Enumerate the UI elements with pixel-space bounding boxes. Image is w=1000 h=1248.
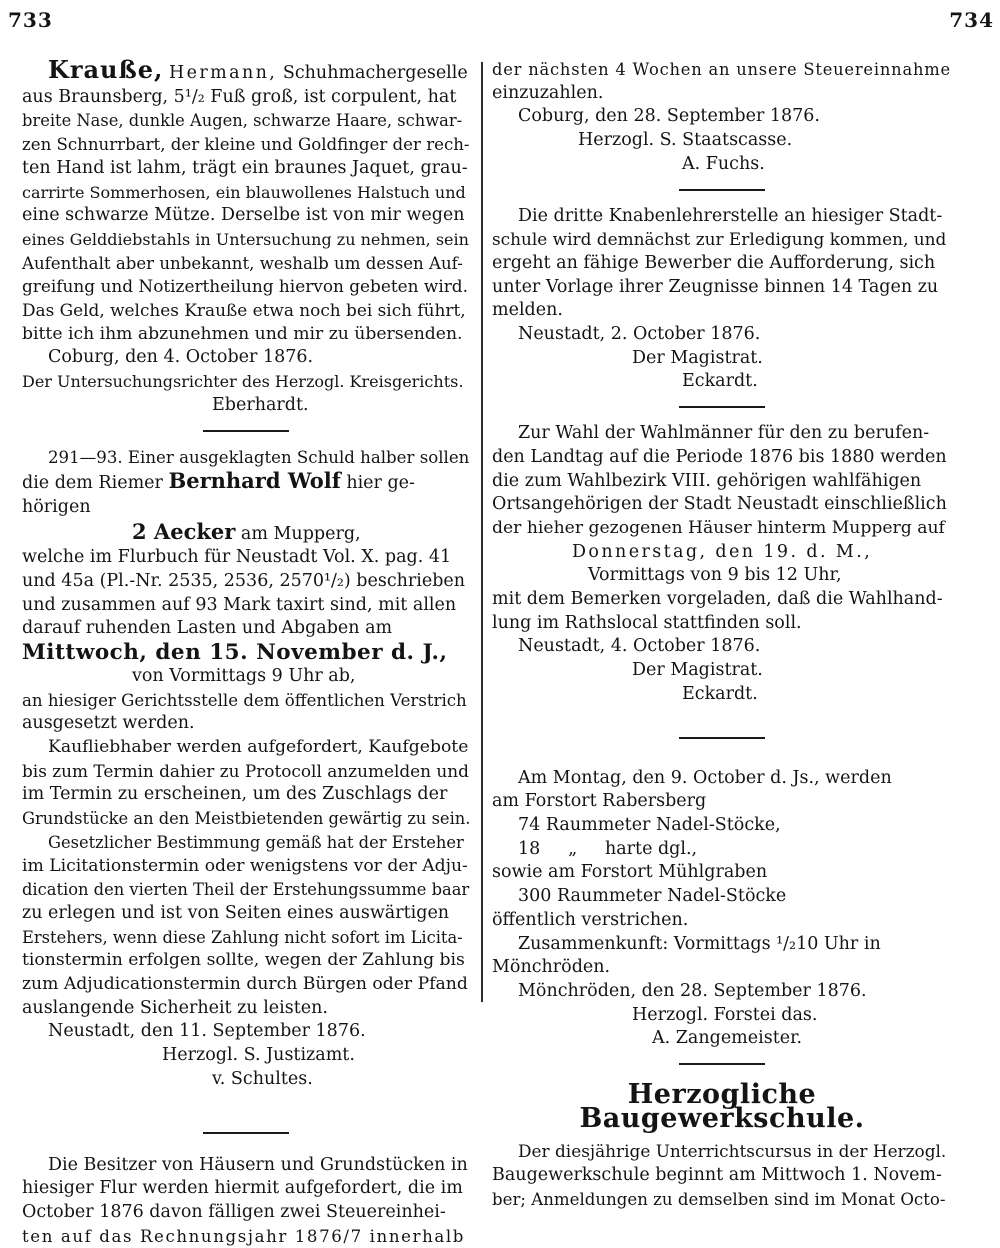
notice-date: Neustadt, den 11. September 1876. bbox=[48, 1021, 366, 1042]
text-line: Ortsangehörigen der Stadt Neustadt einschließlich bbox=[492, 494, 947, 515]
notice-office: Der Untersuchungsrichter des Herzogl. Kreisgerichts. bbox=[22, 372, 464, 392]
notice-office: Herzogl. Forstei das. bbox=[632, 1004, 818, 1025]
text-span: die dem Riemer bbox=[22, 473, 163, 494]
text-line: melden. bbox=[492, 300, 563, 321]
text-line: hiesiger Flur werden hiermit aufgefordert, die im bbox=[22, 1178, 463, 1199]
text-line: sowie am Forstort Mühlgraben bbox=[492, 862, 768, 883]
text-line: und 45a (Pl.-Nr. 2535, 2536, 2570¹/₂) beschrieben bbox=[22, 571, 466, 592]
text-line: greifung und Notizertheilung hiervon gebeten wird. bbox=[22, 276, 468, 297]
notice-date: Coburg, den 28. September 1876. bbox=[518, 106, 820, 127]
text-line: 291—93. Einer ausgeklagten Schuld halber sollen bbox=[48, 447, 470, 467]
notice-signer: Eckardt. bbox=[682, 371, 758, 392]
text-line: ten Hand ist lahm, trägt ein braunes Jaquet, grau- bbox=[22, 157, 468, 178]
notice-signer: Eckardt. bbox=[682, 683, 758, 704]
notice-first-line bbox=[22, 55, 470, 86]
notice-signer: A. Fuchs. bbox=[682, 153, 765, 174]
text-line: welche im Flurbuch für Neustadt Vol. X. pag. 41 bbox=[22, 547, 452, 568]
right-column bbox=[492, 58, 952, 1212]
notice-auction bbox=[22, 446, 470, 1092]
text-line: Gesetzlicher Bestimmung gemäß hat der Ersteher bbox=[48, 832, 464, 852]
text-line: an hiesiger Gerichtsstelle dem öffentlichen Verstrich bbox=[22, 690, 467, 710]
separator-rule bbox=[203, 1132, 289, 1134]
text-line: der hieher gezogenen Häuser hinterm Mupperg auf bbox=[492, 517, 945, 538]
text-line: am Forstort Rabersberg bbox=[492, 791, 707, 812]
text-line: unter Vorlage ihrer Zeugnisse binnen 14 Tagen zu bbox=[492, 276, 939, 297]
text-line: Vormittags von 9 bis 12 Uhr, bbox=[588, 565, 842, 586]
separator-rule bbox=[203, 430, 289, 432]
text-line: 300 Raummeter Nadel-Stöcke bbox=[518, 886, 787, 907]
wanted-name: Krauße, bbox=[48, 55, 164, 84]
separator-rule bbox=[679, 189, 765, 191]
separator-rule bbox=[679, 406, 765, 408]
text-line: Erstehers, wenn diese Zahlung nicht sofort im Licita- bbox=[22, 927, 463, 947]
text-line: Zur Wahl der Wahlmänner für den zu berufen- bbox=[518, 423, 930, 444]
section-heading: Herzogliche Baugewerkschule. bbox=[579, 1079, 865, 1134]
text-line bbox=[22, 520, 470, 547]
text-line: der nächsten 4 Wochen an unsere Steuereinnahme bbox=[492, 60, 951, 79]
wanted-firstname: Hermann, bbox=[168, 63, 278, 83]
text-line: öffentlich verstrichen. bbox=[492, 909, 689, 930]
left-column bbox=[22, 55, 471, 1248]
notice-signer: v. Schultes. bbox=[212, 1068, 313, 1089]
notice-office: Der Magistrat. bbox=[632, 347, 763, 368]
notice-teacher-post bbox=[492, 205, 952, 395]
notice-signer: A. Zangemeister. bbox=[652, 1028, 803, 1049]
text-line: zen Schnurrbart, der kleine und Goldfinger der rech- bbox=[22, 135, 470, 155]
column-divider bbox=[481, 62, 483, 1002]
text-line: Am Montag, den 9. October d. Js., werden bbox=[518, 767, 892, 788]
notice-krausse bbox=[22, 55, 470, 418]
text-line: im Termin zu erscheinen, um des Zuschlags der bbox=[22, 784, 448, 805]
page-number-right: 734 bbox=[949, 8, 994, 32]
text-line: tionstermin erfolgen sollte, wegen der Zahlung bis bbox=[22, 950, 465, 971]
text-line: eines Gelddiebstahls in Untersuchung zu nehmen, sein bbox=[22, 229, 469, 249]
text-line: mit dem Bemerken vorgeladen, daß die Wahlhand- bbox=[492, 589, 943, 610]
text-line: eine schwarze Mütze. Derselbe ist von mir wegen bbox=[22, 205, 465, 226]
text-line: schule wird demnächst zur Erledigung kommen, und bbox=[492, 229, 947, 250]
text-line: Die dritte Knabenlehrerstelle an hiesiger Stadt- bbox=[518, 205, 943, 226]
text-line: die zum Wahlbezirk VIII. gehörigen wahlfähigen bbox=[492, 470, 922, 491]
text-span: am Mupperg, bbox=[240, 523, 361, 544]
text-line: darauf ruhenden Lasten und Abgaben am bbox=[22, 618, 393, 639]
text-line: Grundstücke an den Meistbietenden gewärtig zu sein. bbox=[22, 809, 471, 829]
text-line: bitte ich ihm abzunehmen und mir zu übersenden. bbox=[22, 323, 463, 344]
text-line: Baugewerkschule beginnt am Mittwoch 1. Novem- bbox=[492, 1165, 942, 1186]
text-line: ber; Anmeldungen zu demselben sind im Monat Octo- bbox=[492, 1189, 946, 1209]
separator-rule bbox=[679, 737, 765, 739]
text-line: Zusammenkunft: Vormittags ¹/₂10 Uhr in bbox=[518, 933, 881, 954]
text-line: breite Nase, dunkle Augen, schwarze Haare, schwar- bbox=[22, 111, 463, 131]
text-line: Das Geld, welches Krauße etwa noch bei sich führt, bbox=[22, 300, 466, 321]
separator-rule bbox=[679, 1063, 765, 1065]
text-line: Kaufliebhaber werden aufgefordert, Kaufgebote bbox=[48, 736, 469, 757]
owner-name: Bernhard Wolf bbox=[168, 468, 341, 494]
text-line: bis zum Termin dahier zu Protocoll anzumelden und bbox=[22, 760, 469, 781]
notice-election bbox=[492, 422, 952, 706]
text-span: hier ge- bbox=[346, 473, 415, 494]
notice-forestry bbox=[492, 767, 952, 1051]
auction-date: Mittwoch, den 15. November d. J., bbox=[22, 640, 448, 666]
notice-building-school bbox=[492, 1079, 952, 1212]
notice-signer: Eberhardt. bbox=[212, 394, 309, 415]
text-line: einzuzahlen. bbox=[492, 82, 604, 103]
text-line: dication den vierten Theil der Erstehungssumme baar bbox=[22, 880, 470, 900]
text-line: carrirte Sommerhosen, ein blauwollenes Halstuch und bbox=[22, 182, 466, 202]
text-line: Mönchröden. bbox=[492, 957, 611, 978]
text-line: hörigen bbox=[22, 496, 91, 517]
page-number-left: 733 bbox=[8, 8, 53, 32]
notice-date: Mönchröden, den 28. September 1876. bbox=[518, 980, 867, 1001]
wanted-occupation: Schuhmachergeselle bbox=[282, 63, 468, 83]
text-line: aus Braunsberg, 5¹/₂ Fuß groß, ist corpulent, hat bbox=[22, 86, 457, 107]
notice-office: Herzogl. S. Staatscasse. bbox=[578, 130, 793, 151]
text-line: den Landtag auf die Periode 1876 bis 1880 werden bbox=[492, 446, 947, 467]
text-line: Aufenthalt aber unbekannt, weshalb um dessen Auf- bbox=[22, 253, 463, 273]
text-line: und zusammen auf 93 Mark taxirt sind, mit allen bbox=[22, 594, 457, 615]
text-line: ergeht an fähige Bewerber die Aufforderung, sich bbox=[492, 252, 936, 273]
election-day: Donnerstag, den 19. d. M., bbox=[572, 541, 873, 562]
acres-label: 2 Aecker bbox=[132, 518, 236, 544]
text-line: Der diesjährige Unterrichtscursus in der Herzogl. bbox=[518, 1141, 947, 1162]
text-line: Die Besitzer von Häusern und Grundstücken in bbox=[48, 1154, 468, 1175]
notice-date: Neustadt, 2. October 1876. bbox=[518, 324, 761, 345]
text-line: 18 „ harte dgl., bbox=[518, 838, 698, 859]
text-line: zu erlegen und ist von Seiten eines auswärtigen bbox=[22, 902, 450, 923]
text-line: October 1876 davon fälligen zwei Steuereinhei- bbox=[22, 1201, 446, 1222]
text-line: zum Adjudicationstermin durch Bürgen oder Pfand bbox=[22, 974, 468, 995]
text-line bbox=[22, 469, 470, 496]
text-line: von Vormittags 9 Uhr ab, bbox=[132, 665, 356, 686]
text-line: auslangende Sicherheit zu leisten. bbox=[22, 997, 328, 1018]
text-line: ten auf das Rechnungsjahr 1876/7 innerhalb bbox=[22, 1226, 465, 1246]
notice-date: Coburg, den 4. October 1876. bbox=[48, 347, 314, 368]
notice-office: Herzogl. S. Justizamt. bbox=[162, 1045, 355, 1066]
text-line: im Licitationstermin oder wenigstens vor der Adju- bbox=[22, 855, 468, 876]
notice-tax-continued bbox=[492, 58, 952, 177]
notice-tax bbox=[22, 1154, 470, 1248]
text-line: lung im Rathslocal stattfinden soll. bbox=[492, 612, 802, 633]
notice-office: Der Magistrat. bbox=[632, 660, 763, 681]
text-line: 74 Raummeter Nadel-Stöcke, bbox=[518, 814, 781, 835]
notice-date: Neustadt, 4. October 1876. bbox=[518, 636, 761, 657]
text-line: ausgesetzt werden. bbox=[22, 713, 195, 734]
